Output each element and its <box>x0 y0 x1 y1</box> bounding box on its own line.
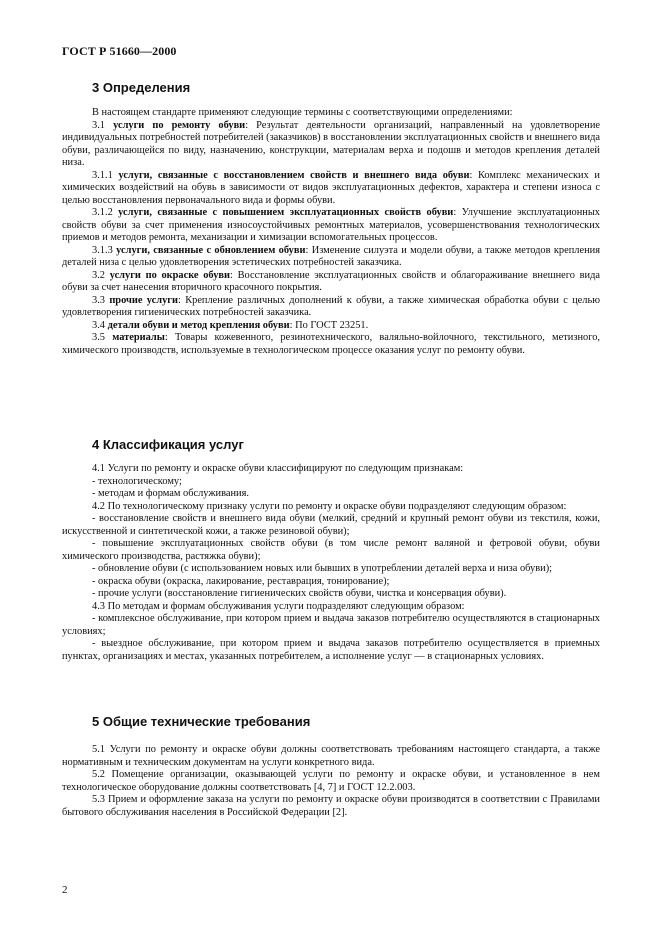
section-5-title: 5 Общие технические требования <box>92 714 311 729</box>
definition-text: : По ГОСТ 23251. <box>289 319 369 331</box>
definition-number: 3.5 <box>92 332 105 343</box>
classification-line: - повышение эксплуатационных свойств обуви (в том числе ремонт валяной и фетровой обуви, обуви химического производства, растяжка обуви); <box>62 538 600 562</box>
definition-text: : Улучшение эксплуатационных свойств обуви за счет применения износоустойчивых ремонтных материалов, усовершенствования технологических приемов и методов ремонта, механизации и химизации вспомогательных процессов. <box>62 207 600 243</box>
definition-number: 3.4 <box>92 319 105 331</box>
section-4-body <box>62 463 600 663</box>
definition-number: 3.1.3 <box>92 244 113 256</box>
definition-term: услуги, связанные с обновлением обуви <box>116 244 306 256</box>
requirement-line: 5.2 Помещение организации, оказывающей услуги по ремонту и окраске обуви, и установленное в нем технологическое оборудование должны соответствовать [4, 7] и ГОСТ 12.2.003. <box>62 769 600 793</box>
definition-text: : Изменение силуэта и модели обуви, а также методов крепления деталей низа с целью удовлетворения эстетических потребностей заказчика. <box>62 244 600 268</box>
classification-line: - окраска обуви (окраска, лакирование, реставрация, тонирование); <box>92 575 390 587</box>
definition-term: прочие услуги <box>109 294 178 306</box>
definition-number: 3.1.1 <box>92 169 113 181</box>
definition-number: 3.1 <box>92 119 105 131</box>
classification-line: 4.2 По технологическому признаку услуги по ремонту и окраске обуви подразделяют следующим образом: <box>92 500 567 512</box>
classification-line: 4.1 Услуги по ремонту и окраске обуви классифицируют по следующим признакам: <box>92 463 464 474</box>
definition-term: детали обуви и метод крепления обуви <box>107 319 290 331</box>
definition-text: : Крепление различных дополнений к обуви, а также химическая обработка обуви с целью удовлетворения гигиенических потребностей заказчика. <box>62 294 600 318</box>
section-5-body <box>62 744 600 819</box>
classification-line: - восстановление свойств и внешнего вида обуви (мелкий, средний и крупный ремонт обуви из текстиля, кожи, искусственной и синтетической кожи, а также резиновой обуви); <box>62 513 600 537</box>
definition-item <box>62 245 600 270</box>
section-4-title: 4 Классификация услуг <box>92 437 244 452</box>
classification-line: - методам и формам обслуживания. <box>92 488 249 499</box>
document-code: ГОСТ Р 51660—2000 <box>62 44 177 58</box>
definition-number: 3.3 <box>92 294 105 306</box>
section-3-intro: В настоящем стандарте применяют следующие термины с соответствующими определениями: <box>92 107 513 118</box>
definition-text: : Товары кожевенного, резинотехнического, валяльно-войлочного, текстильного, метизного, химического производств, используемые в технологическом процессе оказания услуг по ремонту обуви. <box>62 332 600 356</box>
definition-item <box>62 170 600 208</box>
definition-term: материалы <box>112 332 165 343</box>
definition-term: услуги, связанные с восстановлением свойств и внешнего вида обуви <box>118 169 470 181</box>
definition-item <box>62 332 600 357</box>
classification-line: - комплексное обслуживание, при котором прием и выдача заказов потребителю осуществляются в стационарных условиях; <box>62 613 600 637</box>
definition-text: : Результат деятельности организаций, направленный на удовлетворение индивидуальных потребностей потребителей (заказчиков) в восстановлении эксплуатационных свойств и внешнего вида обуви, различающейся по виду, назначению, конструкции, материалам верха и подошв и методов крепления деталей низа. <box>62 119 600 168</box>
requirement-line: 5.1 Услуги по ремонту и окраске обуви должны соответствовать требованиям настоящего стандарта, а также нормативным и техническим документам на услуги конкретного вида. <box>62 744 600 768</box>
definition-term: услуги по ремонту обуви <box>113 119 246 131</box>
definition-text: : Комплекс механических и химических воздействий на обувь в зависимости от видов эксплуатационных дефектов, характера и степени износа с целью восстановления первоначального вида и формы обуви. <box>62 169 600 206</box>
definition-term: услуги по окраске обуви <box>109 269 231 281</box>
definition-term: услуги, связанные с повышением эксплуатационных свойств обуви <box>118 207 454 218</box>
classification-line: - технологическому; <box>92 475 182 487</box>
definition-number: 3.2 <box>92 269 105 281</box>
definition-item <box>62 207 600 245</box>
classification-line: 4.3 По методам и формам обслуживания услуги подразделяют следующим образом: <box>92 600 465 612</box>
definition-item <box>62 320 600 333</box>
section-3-title: 3 Определения <box>92 80 191 95</box>
classification-line: - прочие услуги (восстановление гигиенических свойств обуви, чистка и консервация обуви). <box>92 588 507 599</box>
page-number: 2 <box>62 884 68 896</box>
classification-line: - обновление обуви (с использованием новых или бывших в употреблении деталей верха и низа обуви); <box>92 563 553 574</box>
definition-item <box>62 295 600 320</box>
section-3-body <box>62 107 600 357</box>
requirement-line: 5.3 Прием и оформление заказа на услуги по ремонту и окраске обуви производятся в соответствии с Правилами бытового обслуживания населения в Российской Федерации [2]. <box>62 794 600 818</box>
classification-line: - выездное обслуживание, при котором прием и выдача заказов потребителю осуществляется в приемных пунктах, организациях и местах, указанных потребителем, а исполнение услуг — в стационарных условиях. <box>62 638 600 662</box>
definition-text: : Восстановление эксплуатационных свойств и облагораживание внешнего вида обуви за счет нанесения вторичного красочного покрытия. <box>62 269 600 293</box>
definition-item <box>62 270 600 295</box>
definition-number: 3.1.2 <box>92 207 113 218</box>
definition-item <box>62 120 600 170</box>
